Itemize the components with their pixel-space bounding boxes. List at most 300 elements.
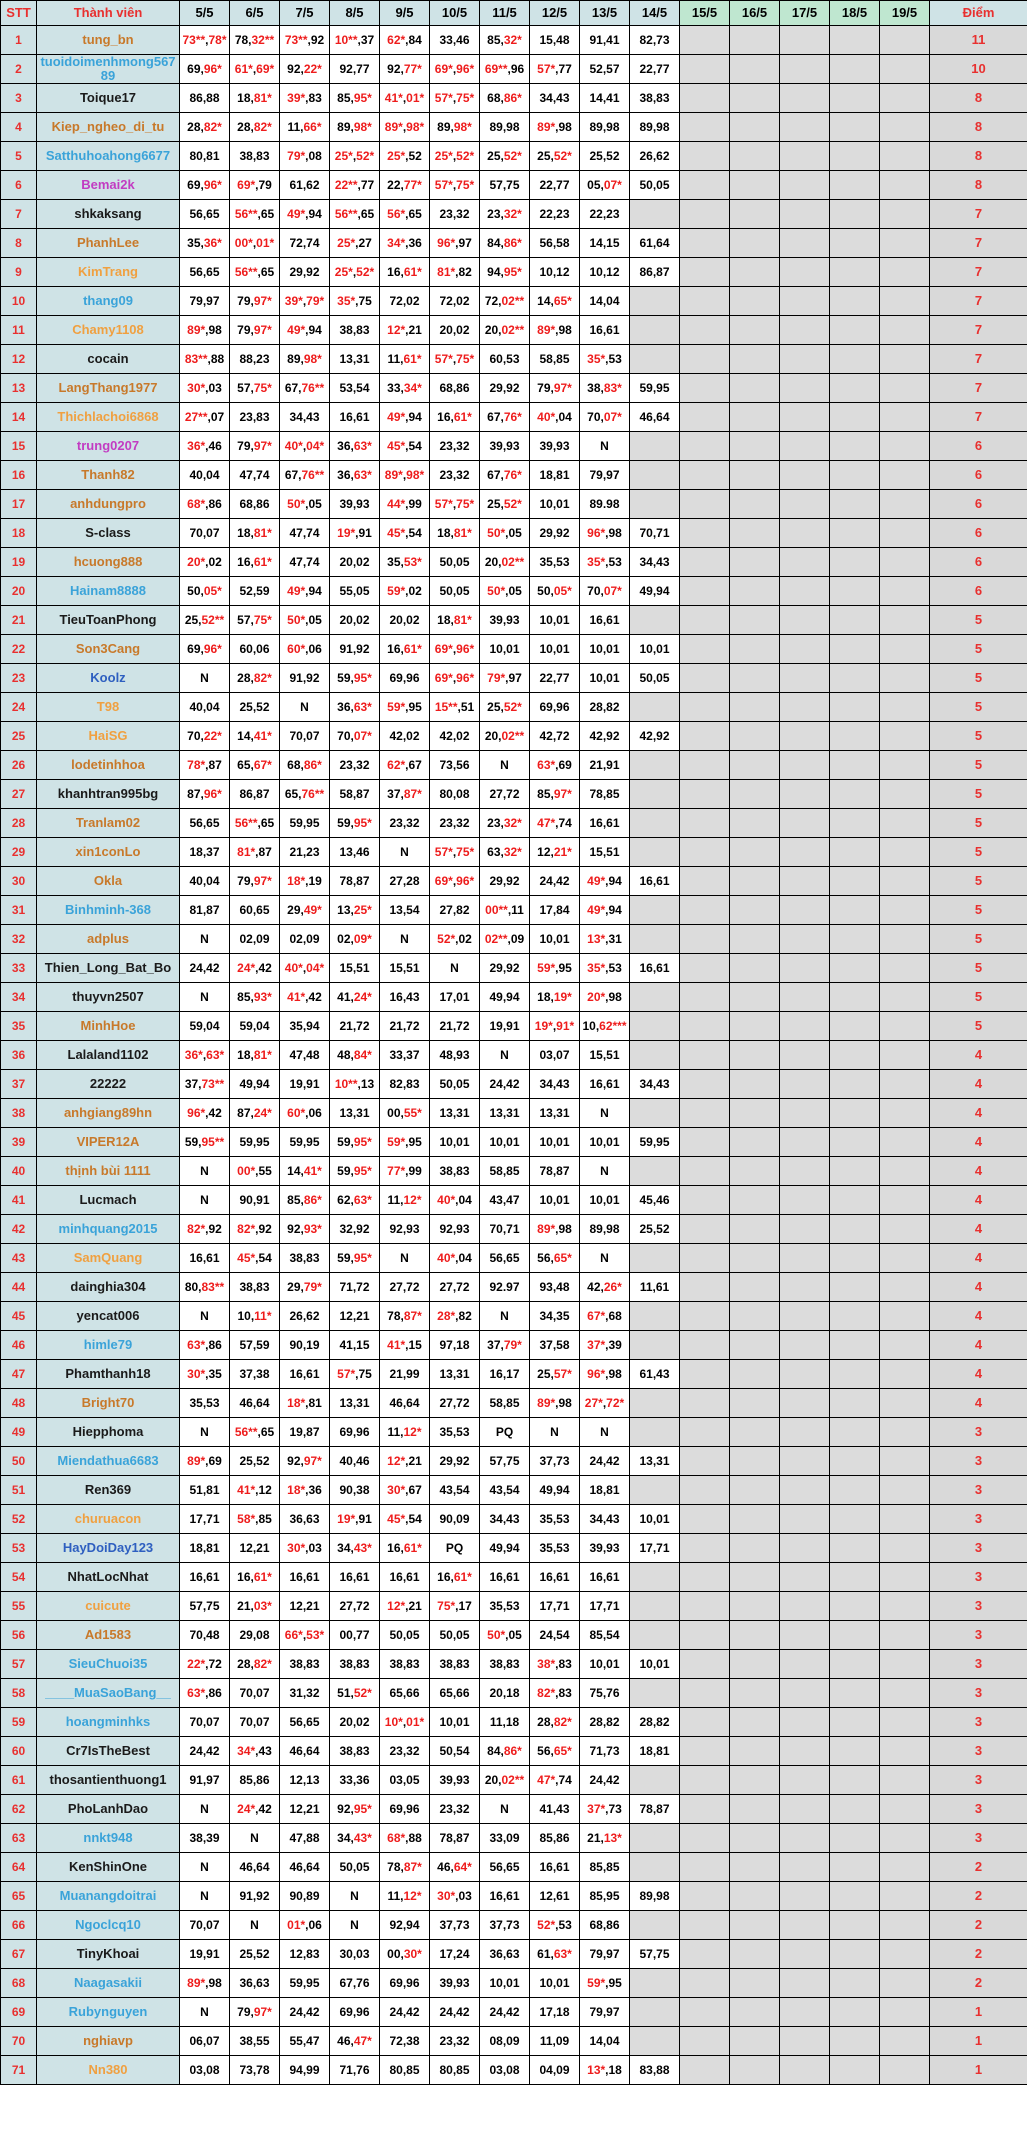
empty-cell — [830, 722, 880, 751]
prediction-cell: 22,23 — [530, 200, 580, 229]
row-score: 8 — [930, 113, 1027, 142]
prediction-cell: 18,37 — [180, 838, 230, 867]
empty-cell — [680, 461, 730, 490]
prediction-cell: 50*,05 — [480, 1621, 530, 1650]
prediction-cell: 34,43 — [630, 548, 680, 577]
member-name: Naagasakii — [37, 1969, 180, 1998]
empty-cell — [880, 1360, 930, 1389]
row-score: 5 — [930, 751, 1027, 780]
prediction-cell: 39,93 — [430, 1766, 480, 1795]
prediction-cell: 20,02** — [480, 722, 530, 751]
member-name: Miendathua6683 — [37, 1447, 180, 1476]
empty-cell — [780, 577, 830, 606]
prediction-cell: 10,62*** — [580, 1012, 630, 1041]
prediction-cell: 50,05 — [630, 171, 680, 200]
empty-cell — [730, 1737, 780, 1766]
empty-cell — [730, 1708, 780, 1737]
empty-cell — [630, 1041, 680, 1070]
prediction-cell: 89*,98* — [380, 461, 430, 490]
row-stt: 67 — [1, 1940, 37, 1969]
empty-cell — [880, 84, 930, 113]
empty-cell — [880, 1824, 930, 1853]
prediction-cell: 69,96 — [380, 1969, 430, 1998]
empty-cell — [730, 1418, 780, 1447]
prediction-cell: 50,05 — [630, 664, 680, 693]
prediction-cell: 10,01 — [530, 925, 580, 954]
prediction-cell: 40*,04 — [530, 403, 580, 432]
header-date: 10/5 — [430, 1, 480, 26]
prediction-cell: 70,07 — [180, 1708, 230, 1737]
prediction-cell: 01*,06 — [280, 1911, 330, 1940]
empty-cell — [730, 838, 780, 867]
member-name: thosantienthuong1 — [37, 1766, 180, 1795]
prediction-cell: 68,86 — [230, 490, 280, 519]
table-row — [1, 1650, 1027, 1679]
empty-cell — [880, 635, 930, 664]
prediction-cell: 79*,08 — [280, 142, 330, 171]
prediction-cell: 59,95* — [330, 1244, 380, 1273]
prediction-cell: 61,64 — [630, 229, 680, 258]
empty-cell — [630, 1592, 680, 1621]
empty-cell — [880, 2056, 930, 2085]
empty-cell — [880, 838, 930, 867]
prediction-cell: 38,83 — [380, 1650, 430, 1679]
table-row — [1, 1273, 1027, 1302]
empty-cell — [780, 374, 830, 403]
prediction-cell: 13,31 — [330, 345, 380, 374]
prediction-cell: 30*,03 — [280, 1534, 330, 1563]
empty-cell — [830, 26, 880, 55]
empty-cell — [630, 2027, 680, 2056]
empty-cell — [630, 1418, 680, 1447]
prediction-cell: 77*,99 — [380, 1157, 430, 1186]
table-row — [1, 461, 1027, 490]
table-row — [1, 1563, 1027, 1592]
empty-cell — [880, 55, 930, 84]
row-stt: 40 — [1, 1157, 37, 1186]
prediction-cell: 75*,17 — [430, 1592, 480, 1621]
prediction-cell: 58,85 — [480, 1157, 530, 1186]
prediction-cell: 16,61* — [430, 1563, 480, 1592]
table-row — [1, 403, 1027, 432]
prediction-cell: 79,97* — [230, 432, 280, 461]
empty-cell — [780, 896, 830, 925]
member-name: Ren369 — [37, 1476, 180, 1505]
prediction-cell: 50,05* — [530, 577, 580, 606]
empty-cell — [830, 1766, 880, 1795]
table-row — [1, 751, 1027, 780]
prediction-cell: 21,72 — [380, 1012, 430, 1041]
table-row — [1, 1592, 1027, 1621]
row-stt: 34 — [1, 983, 37, 1012]
row-score: 7 — [930, 403, 1027, 432]
prediction-cell: 28,82* — [530, 1708, 580, 1737]
empty-cell — [730, 1534, 780, 1563]
empty-cell — [830, 1708, 880, 1737]
empty-cell — [730, 316, 780, 345]
member-name: T98 — [37, 693, 180, 722]
prediction-cell: N — [180, 664, 230, 693]
prediction-cell: 22*,72 — [180, 1650, 230, 1679]
prediction-cell: 78*,87 — [180, 751, 230, 780]
empty-cell — [880, 490, 930, 519]
empty-cell — [680, 374, 730, 403]
prediction-cell: 70,07* — [580, 577, 630, 606]
row-stt: 47 — [1, 1360, 37, 1389]
empty-cell — [780, 200, 830, 229]
prediction-cell: 57,75 — [630, 1940, 680, 1969]
prediction-cell: 50,05* — [180, 577, 230, 606]
row-stt: 5 — [1, 142, 37, 171]
empty-cell — [830, 780, 880, 809]
empty-cell — [680, 1447, 730, 1476]
member-name: HaiSG — [37, 722, 180, 751]
table-row — [1, 1302, 1027, 1331]
prediction-cell: PQ — [430, 1534, 480, 1563]
empty-cell — [780, 1418, 830, 1447]
empty-cell — [830, 1186, 880, 1215]
prediction-cell: 04,09 — [530, 2056, 580, 2085]
prediction-cell: 57*,75* — [430, 171, 480, 200]
empty-cell — [680, 1708, 730, 1737]
empty-cell — [780, 925, 830, 954]
row-score: 6 — [930, 461, 1027, 490]
prediction-cell: 25,52 — [580, 142, 630, 171]
empty-cell — [730, 751, 780, 780]
empty-cell — [730, 664, 780, 693]
prediction-cell: 35*,53 — [580, 345, 630, 374]
empty-cell — [780, 1824, 830, 1853]
prediction-cell: 49,94 — [480, 983, 530, 1012]
prediction-cell: 82,83 — [380, 1070, 430, 1099]
prediction-cell: 49,94 — [530, 1476, 580, 1505]
member-name: Phamthanh18 — [37, 1360, 180, 1389]
prediction-cell: 49*,94 — [280, 316, 330, 345]
empty-cell — [630, 287, 680, 316]
empty-cell — [880, 693, 930, 722]
prediction-cell: 57*,77 — [530, 55, 580, 84]
empty-cell — [880, 1099, 930, 1128]
empty-cell — [880, 1650, 930, 1679]
empty-cell — [630, 606, 680, 635]
prediction-cell: 00**,11 — [480, 896, 530, 925]
empty-cell — [630, 1824, 680, 1853]
empty-cell — [630, 1766, 680, 1795]
empty-cell — [830, 1273, 880, 1302]
empty-cell — [830, 1795, 880, 1824]
prediction-cell: 86,87 — [230, 780, 280, 809]
prediction-cell: 24,42 — [180, 1737, 230, 1766]
prediction-cell: 70,07* — [580, 403, 630, 432]
empty-cell — [730, 2027, 780, 2056]
member-name: Satthuhoahong6677 — [37, 142, 180, 171]
prediction-cell: 22**,77 — [330, 171, 380, 200]
empty-cell — [730, 55, 780, 84]
empty-cell — [780, 722, 830, 751]
header-date: 13/5 — [580, 1, 630, 26]
prediction-cell: 25*,52* — [430, 142, 480, 171]
row-score: 5 — [930, 954, 1027, 983]
empty-cell — [780, 1911, 830, 1940]
row-score: 1 — [930, 2056, 1027, 2085]
prediction-cell: 19*,91 — [330, 1505, 380, 1534]
row-score: 3 — [930, 1534, 1027, 1563]
prediction-cell: 24*,42 — [230, 1795, 280, 1824]
prediction-cell: 69*,96* — [430, 635, 480, 664]
prediction-cell: 65,66 — [380, 1679, 430, 1708]
empty-cell — [780, 635, 830, 664]
table-row — [1, 1360, 1027, 1389]
empty-cell — [830, 925, 880, 954]
prediction-cell: 79,97* — [230, 1998, 280, 2027]
member-name: nghiavp — [37, 2027, 180, 2056]
row-stt: 42 — [1, 1215, 37, 1244]
prediction-cell: 34,43* — [330, 1534, 380, 1563]
prediction-cell: 16,61* — [380, 635, 430, 664]
prediction-cell: 41*,12 — [230, 1476, 280, 1505]
empty-cell — [880, 1302, 930, 1331]
prediction-cell: 79,97* — [230, 867, 280, 896]
row-stt: 23 — [1, 664, 37, 693]
prediction-cell: 28,82 — [630, 1708, 680, 1737]
empty-cell — [630, 1911, 680, 1940]
table-row — [1, 229, 1027, 258]
prediction-cell: 47,88 — [280, 1824, 330, 1853]
empty-cell — [730, 548, 780, 577]
prediction-cell: 17,24 — [430, 1940, 480, 1969]
row-stt: 6 — [1, 171, 37, 200]
prediction-cell: 69,96* — [180, 171, 230, 200]
prediction-cell: 33,34* — [380, 374, 430, 403]
table-row — [1, 577, 1027, 606]
prediction-cell: 26,62 — [630, 142, 680, 171]
row-score: 4 — [930, 1273, 1027, 1302]
empty-cell — [830, 606, 880, 635]
member-name: thuyvn2507 — [37, 983, 180, 1012]
prediction-cell: 49,94 — [230, 1070, 280, 1099]
empty-cell — [880, 1911, 930, 1940]
row-score: 5 — [930, 635, 1027, 664]
prediction-cell: 57,75 — [480, 1447, 530, 1476]
table-row — [1, 84, 1027, 113]
member-name: anhdungpro — [37, 490, 180, 519]
prediction-cell: 92,93 — [430, 1215, 480, 1244]
empty-cell — [730, 287, 780, 316]
row-score: 4 — [930, 1157, 1027, 1186]
member-name: xin1conLo — [37, 838, 180, 867]
empty-cell — [780, 1853, 830, 1882]
prediction-cell: 11,12* — [380, 1882, 430, 1911]
prediction-cell: 38,83 — [280, 1650, 330, 1679]
empty-cell — [680, 1592, 730, 1621]
prediction-cell: 10,01 — [580, 1186, 630, 1215]
prediction-cell: 12*,21 — [380, 1447, 430, 1476]
empty-cell — [780, 1708, 830, 1737]
prediction-cell: 28,82* — [230, 113, 280, 142]
header-date: 12/5 — [530, 1, 580, 26]
prediction-cell: 85,86 — [530, 1824, 580, 1853]
empty-cell — [880, 1795, 930, 1824]
row-score: 5 — [930, 867, 1027, 896]
prediction-cell: 85,95 — [580, 1882, 630, 1911]
empty-cell — [680, 577, 730, 606]
empty-cell — [680, 1969, 730, 1998]
prediction-cell: 89,98 — [580, 1215, 630, 1244]
prediction-cell: 19*,91 — [330, 519, 380, 548]
prediction-cell: 10,01 — [530, 606, 580, 635]
prediction-cell: 16,61 — [480, 1882, 530, 1911]
prediction-cell: 12*,21 — [380, 1592, 430, 1621]
member-name: tung_bn — [37, 26, 180, 55]
prediction-cell: 57*,75* — [430, 345, 480, 374]
prediction-cell: 69,96 — [330, 1418, 380, 1447]
prediction-cell: 82,73 — [630, 26, 680, 55]
row-stt: 18 — [1, 519, 37, 548]
empty-cell — [730, 1940, 780, 1969]
empty-cell — [730, 1621, 780, 1650]
row-score: 5 — [930, 983, 1027, 1012]
empty-cell — [630, 925, 680, 954]
member-name: Thichlachoi6868 — [37, 403, 180, 432]
prediction-cell: 58,85 — [530, 345, 580, 374]
prediction-cell: 35*,53 — [580, 954, 630, 983]
prediction-cell: 00*,55 — [230, 1157, 280, 1186]
prediction-cell: 38,83 — [630, 84, 680, 113]
prediction-cell: 23,32* — [480, 809, 530, 838]
prediction-cell: 49*,94 — [380, 403, 430, 432]
prediction-cell: 90,19 — [280, 1331, 330, 1360]
prediction-cell: 63*,69 — [530, 751, 580, 780]
empty-cell — [880, 722, 930, 751]
row-score: 7 — [930, 345, 1027, 374]
prediction-cell: 03,08 — [480, 2056, 530, 2085]
prediction-cell: 51,81 — [180, 1476, 230, 1505]
prediction-cell: 78,87 — [530, 1157, 580, 1186]
empty-cell — [880, 1940, 930, 1969]
table-row — [1, 1012, 1027, 1041]
row-score: 5 — [930, 838, 1027, 867]
table-row — [1, 1621, 1027, 1650]
member-name: Bright70 — [37, 1389, 180, 1418]
prediction-cell: 67,76* — [480, 403, 530, 432]
prediction-cell: 49,94 — [480, 1534, 530, 1563]
member-name: cocain — [37, 345, 180, 374]
empty-cell — [830, 954, 880, 983]
empty-cell — [680, 693, 730, 722]
prediction-cell: 62*,84 — [380, 26, 430, 55]
prediction-cell: 16,61 — [280, 1563, 330, 1592]
prediction-cell: 43,54 — [480, 1476, 530, 1505]
prediction-cell: N — [330, 1911, 380, 1940]
empty-cell — [830, 1505, 880, 1534]
prediction-cell: 68*,88 — [380, 1824, 430, 1853]
empty-cell — [680, 1186, 730, 1215]
prediction-cell: 80,85 — [430, 2056, 480, 2085]
prediction-cell: 49,94 — [630, 577, 680, 606]
prediction-cell: 59*,95 — [530, 954, 580, 983]
prediction-cell: 80,08 — [430, 780, 480, 809]
empty-cell — [830, 1331, 880, 1360]
prediction-cell: 25,52* — [480, 142, 530, 171]
table-row — [1, 1128, 1027, 1157]
prediction-cell: 25*,52* — [330, 258, 380, 287]
prediction-cell: 50,05 — [330, 1853, 380, 1882]
prediction-cell: 26,62 — [280, 1302, 330, 1331]
prediction-cell: 40*,04* — [280, 432, 330, 461]
member-name: PhanhLee — [37, 229, 180, 258]
prediction-cell: 10**,37 — [330, 26, 380, 55]
prediction-cell: 25,52* — [480, 490, 530, 519]
header-date: 17/5 — [780, 1, 830, 26]
empty-cell — [730, 1476, 780, 1505]
empty-cell — [780, 258, 830, 287]
empty-cell — [680, 1012, 730, 1041]
row-score: 3 — [930, 1447, 1027, 1476]
empty-cell — [830, 867, 880, 896]
member-name: hoangminhks — [37, 1708, 180, 1737]
prediction-cell: 23,32 — [380, 1737, 430, 1766]
empty-cell — [730, 1273, 780, 1302]
empty-cell — [680, 200, 730, 229]
empty-cell — [680, 519, 730, 548]
prediction-cell: 51,52* — [330, 1679, 380, 1708]
empty-cell — [630, 983, 680, 1012]
prediction-cell: 12,21 — [330, 1302, 380, 1331]
prediction-cell: 41*,42 — [280, 983, 330, 1012]
empty-cell — [630, 1969, 680, 1998]
empty-cell — [830, 1447, 880, 1476]
row-stt: 8 — [1, 229, 37, 258]
prediction-cell: 55,47 — [280, 2027, 330, 2056]
prediction-cell: 30*,67 — [380, 1476, 430, 1505]
empty-cell — [830, 1911, 880, 1940]
empty-cell — [880, 2027, 930, 2056]
row-stt: 9 — [1, 258, 37, 287]
prediction-cell: 36,63* — [330, 461, 380, 490]
empty-cell — [780, 287, 830, 316]
row-score: 3 — [930, 1505, 1027, 1534]
prediction-cell: 81,87 — [180, 896, 230, 925]
prediction-cell: 57,75* — [230, 374, 280, 403]
empty-cell — [880, 1244, 930, 1273]
prediction-cell: 13,31 — [530, 1099, 580, 1128]
prediction-cell: 50,05 — [430, 577, 480, 606]
empty-cell — [680, 1795, 730, 1824]
empty-cell — [780, 26, 830, 55]
member-name: lodetinhhoa — [37, 751, 180, 780]
prediction-cell: 24,42 — [380, 1998, 430, 2027]
empty-cell — [830, 142, 880, 171]
prediction-cell: 90,09 — [430, 1505, 480, 1534]
prediction-cell: 27,72 — [480, 780, 530, 809]
prediction-cell: 57*,75* — [430, 490, 480, 519]
empty-cell — [680, 142, 730, 171]
prediction-cell: 46,64 — [380, 1389, 430, 1418]
prediction-cell: 89.98 — [580, 490, 630, 519]
prediction-cell: 35,53 — [180, 1389, 230, 1418]
prediction-cell: 21,72 — [430, 1012, 480, 1041]
prediction-cell: 89,98* — [430, 113, 480, 142]
empty-cell — [880, 1331, 930, 1360]
empty-cell — [680, 2056, 730, 2085]
prediction-cell: 59*,95 — [380, 1128, 430, 1157]
prediction-cell: 38,83 — [330, 1737, 380, 1766]
empty-cell — [730, 983, 780, 1012]
empty-cell — [680, 1824, 730, 1853]
prediction-cell: 29,08 — [230, 1621, 280, 1650]
prediction-cell: 13*,31 — [580, 925, 630, 954]
row-stt: 45 — [1, 1302, 37, 1331]
